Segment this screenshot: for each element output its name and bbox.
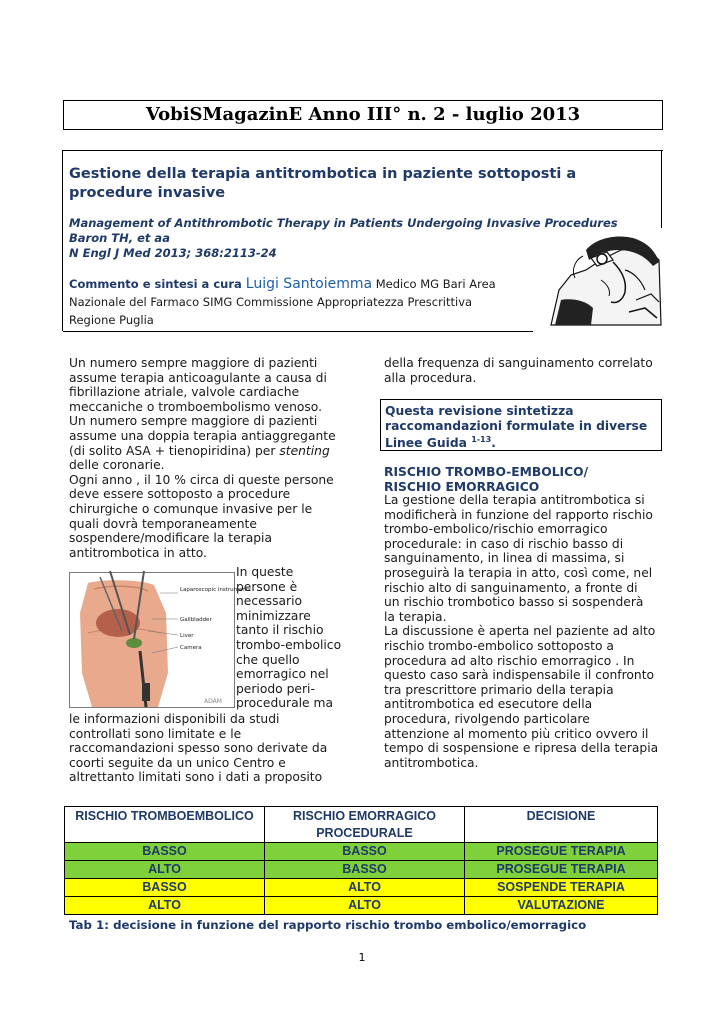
text-line: meccaniche o tromboembolismo venoso.: [69, 399, 323, 414]
text-line: alla procedura.: [384, 370, 477, 385]
image-watermark: ADAM: [204, 698, 222, 705]
text-line: raccomandazioni formulate in diverse: [385, 418, 648, 433]
text-line: trombo-embolico: [236, 637, 342, 652]
text-line: altrettanto limitati sono i dati a proposito: [69, 770, 323, 785]
commentary-label: Commento e sintesi a cura: [69, 277, 246, 291]
text-line: antitrombotica in atto.: [69, 545, 207, 560]
text-line: fibrillazione atriale, valvole cardiache: [69, 385, 300, 400]
text-line: delle coronarie.: [69, 458, 165, 473]
table-row: [65, 879, 658, 897]
table-cell: ALTO: [265, 897, 465, 915]
text-line: rischio alto di sanguinamento, a fronte di: [384, 580, 638, 595]
commentary-author: Luigi Santoiemma: [245, 276, 373, 292]
commentary-credit: [69, 275, 539, 329]
header-frame-edge: [661, 150, 662, 228]
text-line: rischio trombo-embolico sottoposto a: [384, 638, 614, 653]
reference-citation: N Engl J Med 2013; 368:2113-24: [69, 246, 277, 260]
left-column-wrap-text: [236, 565, 344, 711]
text-line: questo caso sarà indispensabile il confronto: [384, 668, 655, 683]
text-line: assume una doppia terapia antiaggregante: [69, 428, 336, 443]
table-cell: BASSO: [265, 861, 465, 879]
text-line: coorti seguite da un unico Centro e: [69, 755, 286, 770]
decision-table: [64, 806, 658, 915]
article-title-line: Gestione della terapia antitrombotica in paziente sottoposti a: [69, 166, 577, 182]
commentary-affiliation: Medico MG Bari Area: [372, 277, 496, 291]
reference-superscript: 1-13: [471, 435, 492, 445]
text-line: procedura ad alto rischio emorragico . In: [384, 653, 635, 668]
text-line: Un numero sempre maggiore di pazienti: [69, 356, 318, 370]
right-column-body: [384, 493, 669, 770]
article-title-line: procedure invasive: [69, 185, 226, 201]
text-line: La gestione della terapia antitrombotica si: [384, 493, 645, 507]
image-label: Liver: [180, 633, 194, 639]
table-cell: PROSEGUE TERAPIA: [465, 861, 658, 879]
text-line: proseguirà la terapia in atto, così come, nel: [384, 565, 653, 580]
text-line: minimizzare: [236, 608, 311, 623]
text-line: trombo-embolico/rischio emorragico: [384, 522, 608, 537]
text-line: sospendere/modificare la terapia: [69, 531, 272, 546]
text-line: attenzione al momento più critico ovvero il: [384, 726, 649, 741]
reference-title: Management of Antithrombotic Therapy in Patients Undergoing Invasive Procedures: [69, 216, 618, 230]
text-line: procedurale ma: [236, 696, 334, 711]
section-heading: [384, 465, 664, 494]
heading-line: RISCHIO TROMBO-EMBOLICO/: [384, 465, 589, 479]
image-label: Gallbladder: [180, 617, 212, 623]
text-line: modificherà in funzione del rapporto rischio: [384, 507, 653, 522]
text-line: tanto il rischio: [236, 623, 324, 638]
text-line: della frequenza di sanguinamento correlato: [384, 356, 653, 370]
text-line: chirurgiche o comunque invasive per le: [69, 501, 313, 516]
text-line: raccomandazioni spesso sono derivate da: [69, 741, 328, 756]
text-line: un rischio trombotico basso si sospenderà: [384, 595, 644, 610]
page-number: 1: [358, 951, 366, 964]
text-line: persone è: [236, 579, 298, 594]
masthead-title: VobiSMagazinE Anno III° n. 2 - luglio 2013: [63, 100, 663, 130]
text-line: In queste: [236, 565, 294, 579]
heading-line: RISCHIO EMORRAGICO: [384, 479, 540, 494]
text-line: [69, 444, 341, 459]
text-fragment: (di solito ASA + tienopiridina) per: [69, 443, 280, 458]
text-line: La discussione è aperta nel paziente ad alto: [384, 624, 656, 639]
text-line: Un numero sempre maggiore di pazienti: [69, 414, 318, 429]
table-cell: ALTO: [65, 861, 265, 879]
text-line: quali dovrà temporaneamente: [69, 516, 257, 531]
text-line: antitrombotica ed esecutore della: [384, 697, 593, 712]
comic-illustration: [541, 230, 661, 325]
text-line: deve essere sottoposto a procedure: [69, 487, 291, 502]
text-line: emorragico nel: [236, 667, 329, 682]
table-row: [65, 843, 658, 861]
text-fragment: .: [491, 436, 496, 451]
article-title: [69, 165, 629, 203]
table-cell: BASSO: [265, 843, 465, 861]
table-caption: Tab 1: decisione in funzione del rapporto rischio trombo embolico/emorragico: [69, 918, 587, 932]
column-header: [265, 807, 465, 843]
commentary-affiliation: Nazionale del Farmaco SIMG Commissione Appropriatezza Prescrittiva: [69, 295, 473, 309]
commentary-affiliation: Regione Puglia: [69, 313, 154, 327]
stenting-term: stenting: [279, 443, 330, 458]
laparoscopy-illustration: [69, 572, 251, 708]
text-line: controllati sono limitate e le: [69, 726, 242, 741]
text-fragment: Linee Guida: [385, 436, 472, 451]
text-line: antitrombotica.: [384, 755, 479, 770]
table-cell: ALTO: [65, 897, 265, 915]
text-line: tempo di sospensione e ripresa della terapia: [384, 741, 659, 756]
left-column-intro: [69, 356, 341, 560]
right-column-intro: [384, 356, 669, 385]
text-line: [385, 433, 657, 451]
header-line: RISCHIO EMORRAGICO: [292, 809, 437, 823]
image-label: Laparoscopic instruments: [180, 587, 251, 593]
reference-authors: Baron TH, et aa: [69, 231, 170, 245]
text-line: procedurale: in caso di rischio basso di: [384, 536, 624, 551]
table-row: [65, 861, 658, 879]
column-header: DECISIONE: [465, 807, 658, 843]
table-cell: PROSEGUE TERAPIA: [465, 843, 658, 861]
guideline-callout-text: [385, 404, 657, 451]
text-line: Questa revisione sintetizza: [385, 404, 574, 418]
text-line: assume terapia anticoagulante a causa di: [69, 370, 327, 385]
text-line: che quello: [236, 652, 300, 667]
image-label: Camera: [180, 645, 202, 651]
table-row: [65, 897, 658, 915]
table-cell: ALTO: [265, 879, 465, 897]
text-line: tra prescrittore primario della terapia: [384, 682, 614, 697]
header-line: PROCEDURALE: [316, 826, 413, 840]
text-line: periodo peri-: [236, 681, 315, 696]
table-cell: BASSO: [65, 879, 265, 897]
column-header: RISCHIO TROMBOEMBOLICO: [65, 807, 265, 843]
table-cell: SOSPENDE TERAPIA: [465, 879, 658, 897]
text-line: Ogni anno , il 10 % circa di queste persone: [69, 472, 334, 487]
table-header-row: [65, 807, 658, 843]
text-line: sanguinamento, in linea di massima, si: [384, 551, 625, 566]
table-cell: VALUTAZIONE: [465, 897, 658, 915]
table-cell: BASSO: [65, 843, 265, 861]
left-column-continuation: [69, 712, 341, 785]
text-line: procedura, rivolgendo particolare: [384, 711, 590, 726]
text-line: la terapia.: [384, 609, 447, 624]
text-line: necessario: [236, 594, 303, 609]
text-line: le informazioni disponibili da studi: [69, 712, 280, 726]
